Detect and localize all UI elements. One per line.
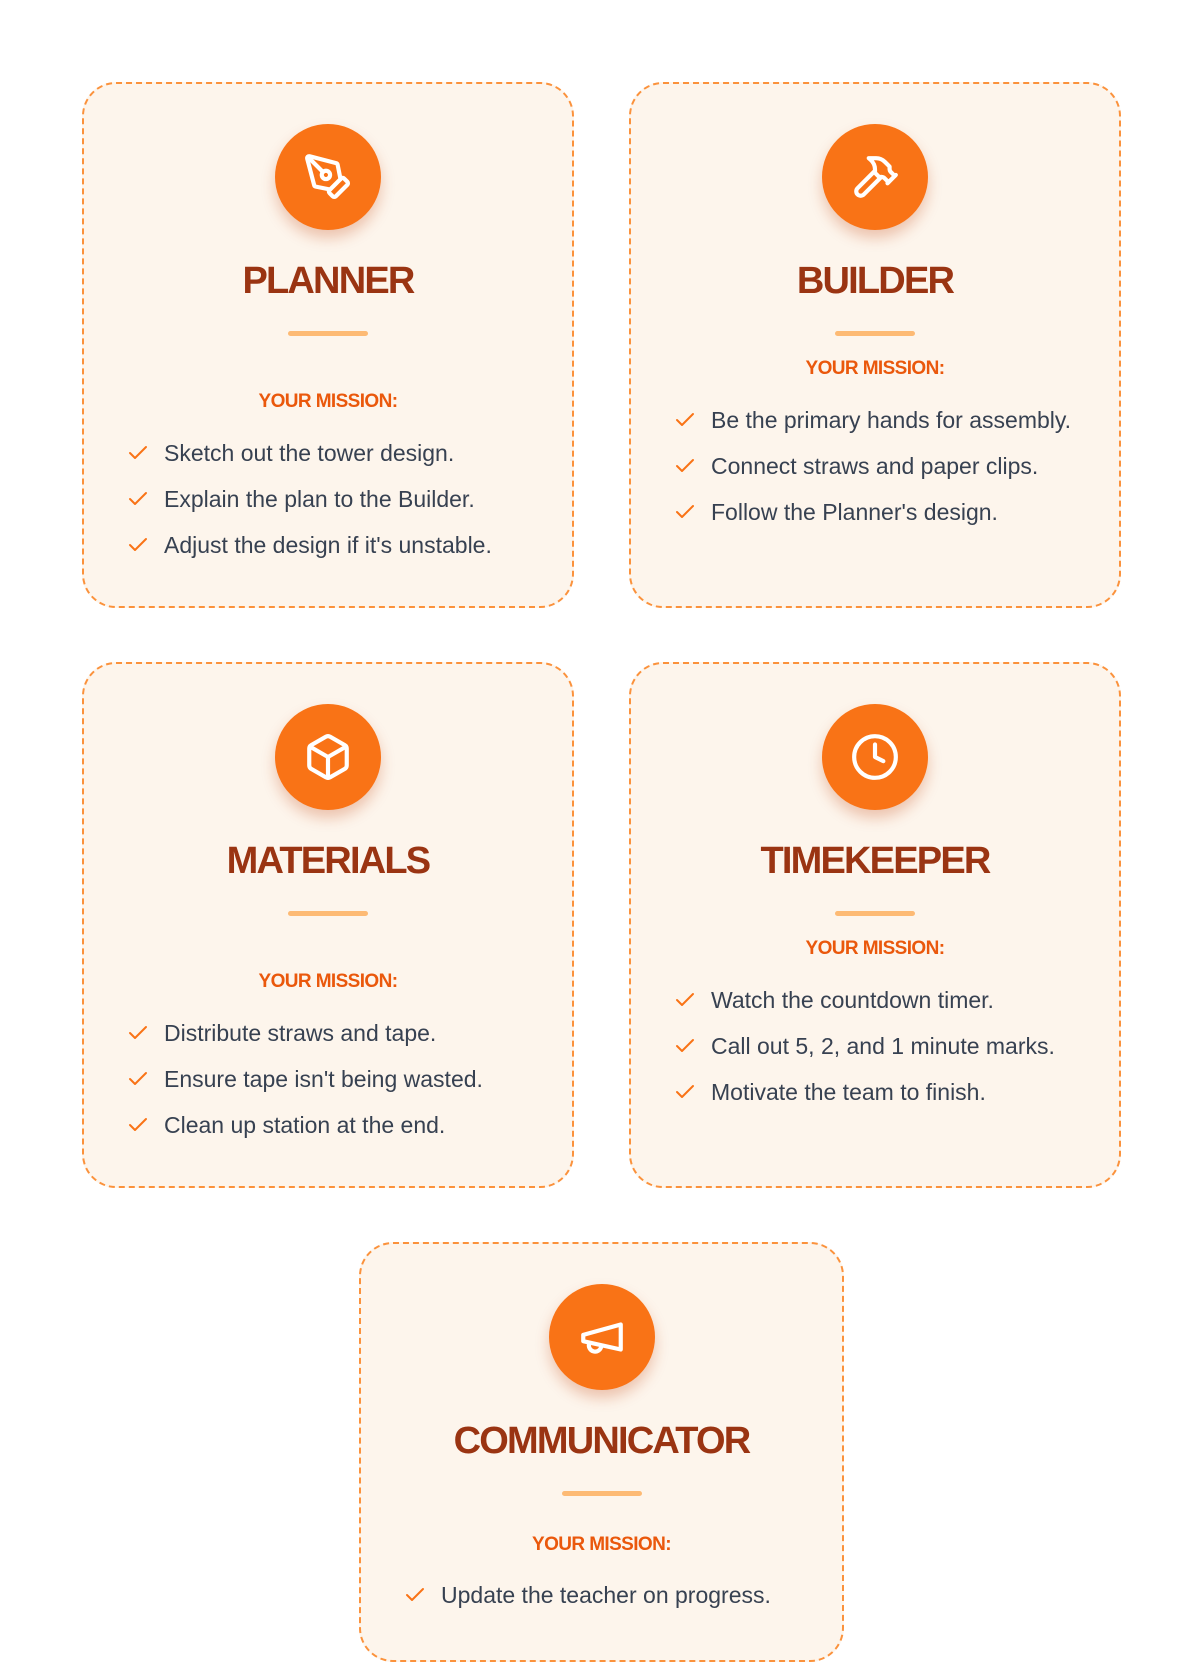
- role-card-timekeeper: [629, 662, 1121, 1188]
- title-divider: [835, 331, 915, 336]
- check-icon: [673, 500, 697, 524]
- check-icon: [126, 487, 150, 511]
- task-item: [673, 1030, 1099, 1063]
- title-divider: [835, 911, 915, 916]
- clock-icon: [822, 704, 928, 810]
- task-item: [126, 1109, 552, 1142]
- task-item: [673, 496, 1099, 529]
- task-list: [126, 437, 552, 575]
- task-text: Connect straws and paper clips.: [711, 453, 1039, 479]
- task-text: Follow the Planner's design.: [711, 499, 998, 525]
- title-divider: [562, 1491, 642, 1496]
- hammer-icon: [822, 124, 928, 230]
- task-list: [403, 1579, 822, 1625]
- task-list: [673, 984, 1099, 1122]
- role-card-communicator: [359, 1242, 844, 1662]
- task-text: Be the primary hands for assembly.: [711, 407, 1072, 433]
- task-text: Call out 5, 2, and 1 minute marks.: [711, 1033, 1055, 1059]
- title-divider: [288, 331, 368, 336]
- mission-label: YOUR MISSION:: [805, 938, 945, 959]
- task-item: [673, 984, 1099, 1017]
- pen-nib-icon: [275, 124, 381, 230]
- check-icon: [673, 988, 697, 1012]
- mission-label: YOUR MISSION:: [258, 971, 398, 992]
- role-card-planner: [82, 82, 574, 608]
- check-icon: [673, 408, 697, 432]
- check-icon: [126, 1021, 150, 1045]
- role-title: MATERIALS: [226, 840, 430, 882]
- check-icon: [403, 1583, 427, 1607]
- task-text: Watch the countdown timer.: [711, 987, 994, 1013]
- task-text: Explain the plan to the Builder.: [164, 486, 475, 512]
- check-icon: [673, 1034, 697, 1058]
- task-item: [126, 483, 552, 516]
- check-icon: [673, 1080, 697, 1104]
- task-item: [126, 437, 552, 470]
- role-card-materials: [82, 662, 574, 1188]
- check-icon: [126, 533, 150, 557]
- role-title: BUILDER: [796, 260, 954, 302]
- box-icon: [275, 704, 381, 810]
- check-icon: [126, 1067, 150, 1091]
- task-item: [673, 450, 1099, 483]
- role-card-builder: [629, 82, 1121, 608]
- task-item: [126, 1063, 552, 1096]
- mission-label: YOUR MISSION:: [532, 1534, 671, 1555]
- role-title: TIMEKEEPER: [760, 840, 990, 882]
- check-icon: [126, 1113, 150, 1137]
- check-icon: [126, 441, 150, 465]
- mission-label: YOUR MISSION:: [805, 358, 945, 379]
- task-text: Clean up station at the end.: [164, 1112, 446, 1138]
- task-item: [673, 1076, 1099, 1109]
- task-text: Ensure tape isn't being wasted.: [164, 1066, 483, 1092]
- task-list: [673, 404, 1099, 542]
- mission-label: YOUR MISSION:: [258, 391, 398, 412]
- task-list: [126, 1017, 552, 1155]
- title-divider: [288, 911, 368, 916]
- task-item: [673, 404, 1099, 437]
- role-title: COMMUNICATOR: [453, 1420, 750, 1462]
- check-icon: [673, 454, 697, 478]
- task-text: Adjust the design if it's unstable.: [164, 532, 492, 558]
- task-text: Distribute straws and tape.: [164, 1020, 437, 1046]
- role-title: PLANNER: [242, 260, 414, 302]
- task-item: [126, 529, 552, 562]
- task-text: Update the teacher on progress.: [441, 1582, 771, 1608]
- task-item: [403, 1579, 822, 1612]
- megaphone-icon: [549, 1284, 655, 1390]
- task-item: [126, 1017, 552, 1050]
- task-text: Sketch out the tower design.: [164, 440, 455, 466]
- task-text: Motivate the team to finish.: [711, 1079, 986, 1105]
